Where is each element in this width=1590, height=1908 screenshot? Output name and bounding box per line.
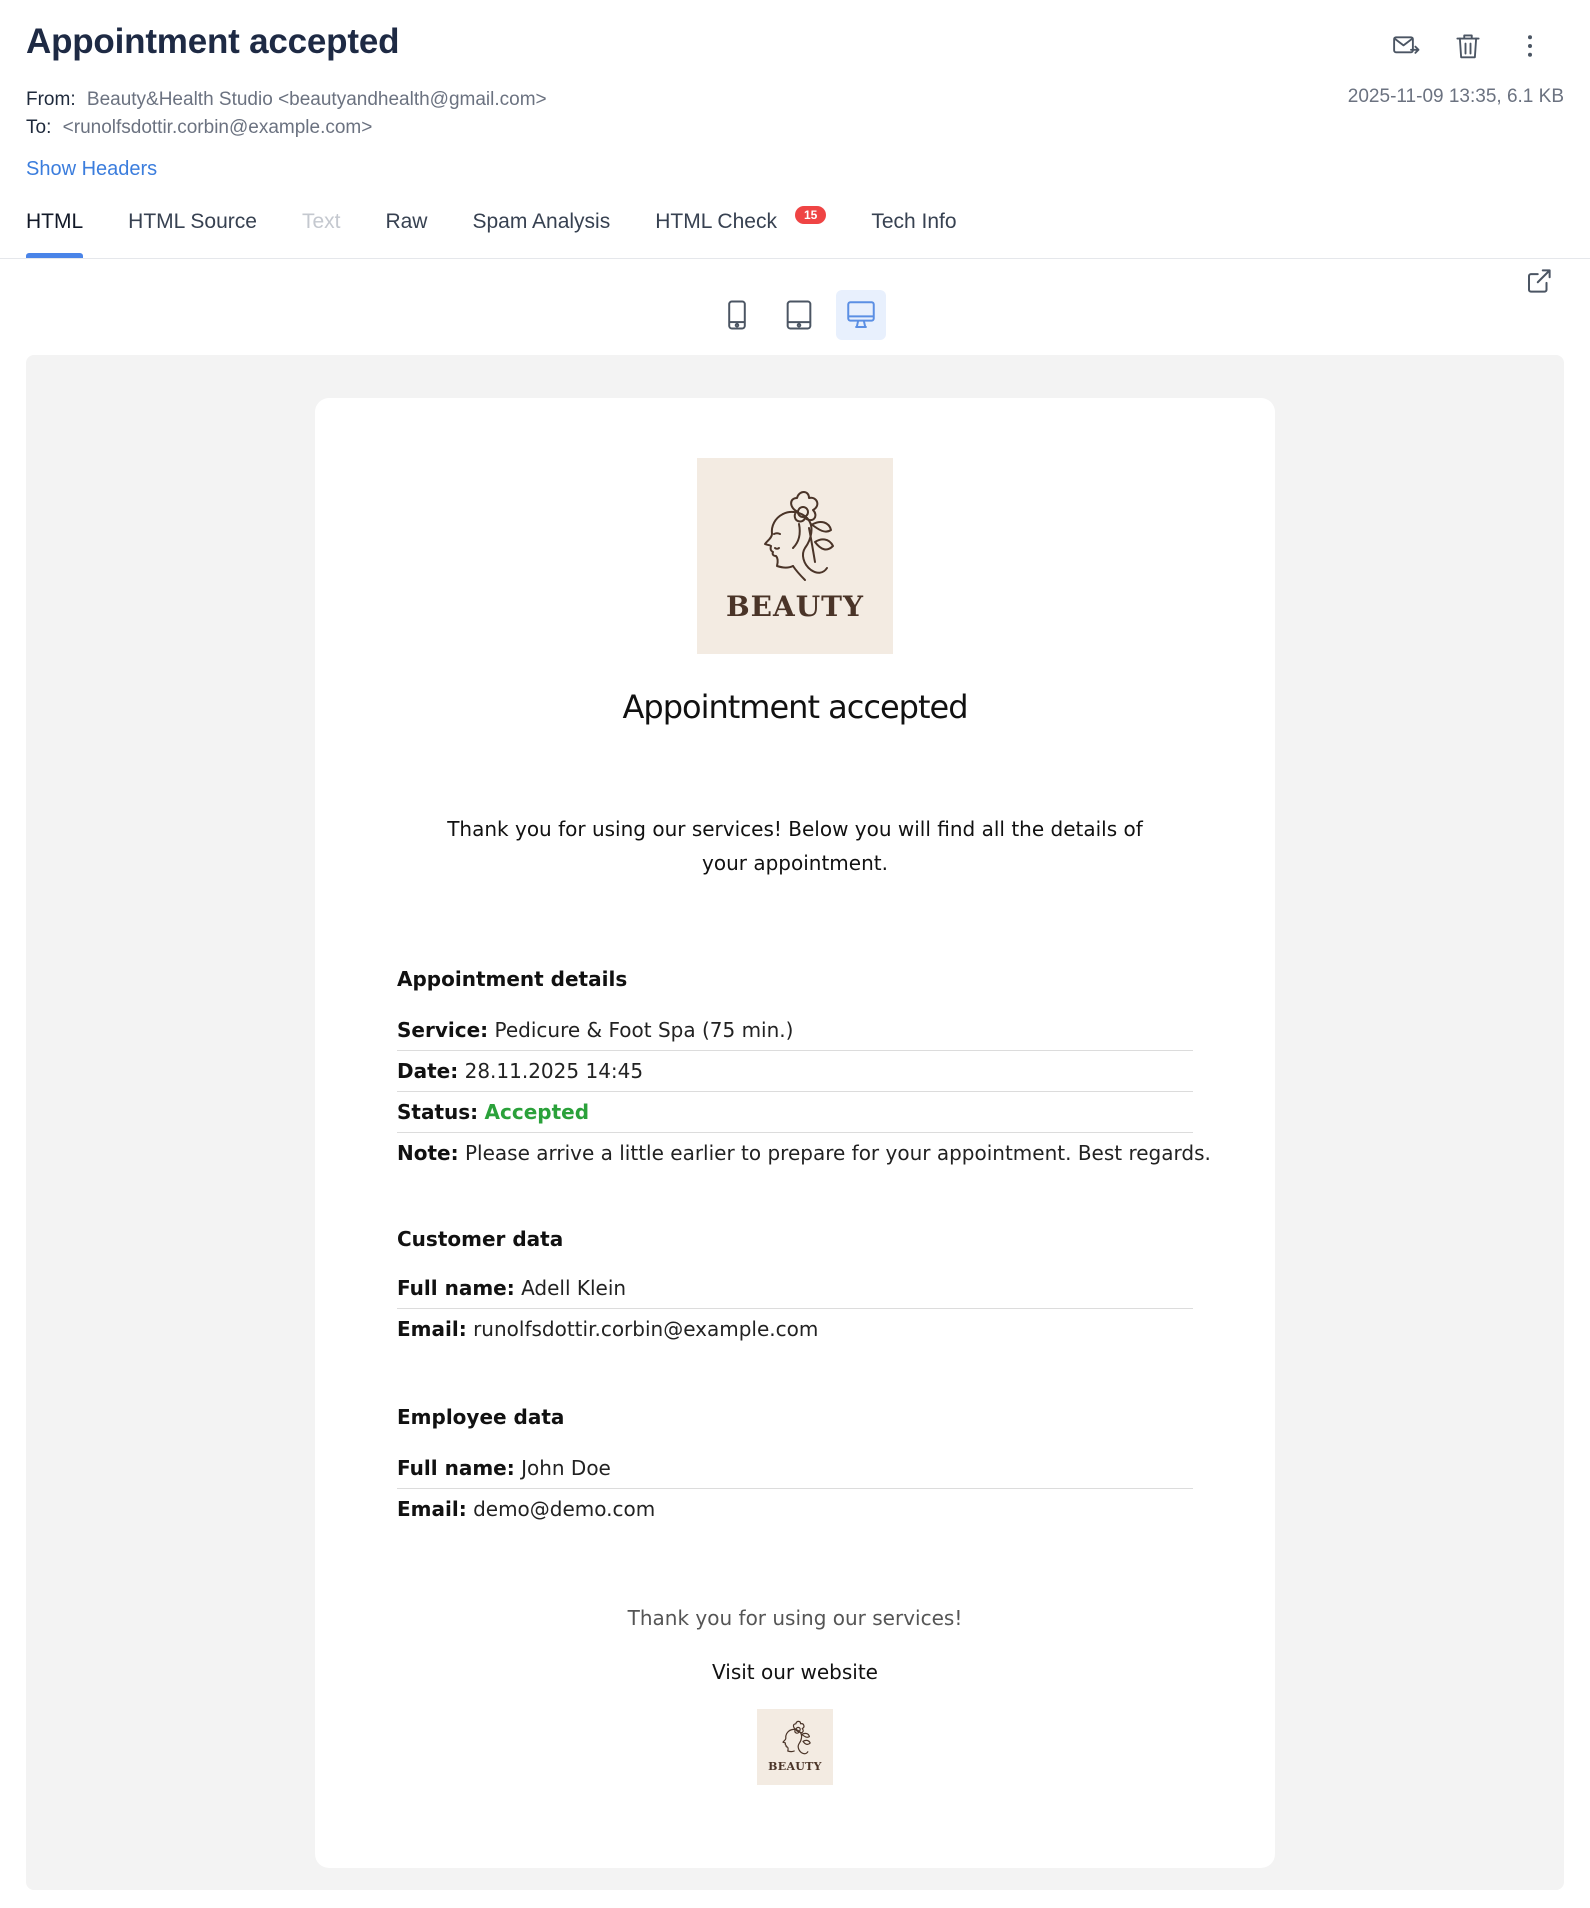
- employee-data-title: Employee data: [397, 1405, 565, 1429]
- customer-name-row: [397, 1268, 1193, 1309]
- tab-html-check[interactable]: [655, 206, 826, 258]
- message-meta: [26, 86, 547, 142]
- footer-brand-logo: [757, 1709, 833, 1785]
- woman-face-flower-icon: [745, 484, 845, 588]
- status-label: Status:: [397, 1100, 479, 1124]
- more-vertical-icon[interactable]: [1510, 26, 1550, 66]
- customer-name-value: Adell Klein: [521, 1276, 627, 1300]
- appointment-details-title: Appointment details: [397, 967, 628, 991]
- email-body-card: [315, 398, 1275, 1868]
- appointment-details-section: [397, 964, 1211, 1174]
- tab-html-check-label: HTML Check: [655, 210, 777, 233]
- email-intro: Thank you for using our services! Below you will find all the details of your appointment.: [447, 817, 1143, 875]
- email-subject: Appointment accepted: [26, 22, 400, 61]
- message-date-size: 2025-11-09 13:35, 6.1 KB: [1347, 86, 1564, 107]
- woman-face-flower-icon-small: [775, 1718, 815, 1760]
- mobile-icon[interactable]: [712, 290, 762, 340]
- footer-thanks: Thank you for using our services!: [627, 1606, 963, 1630]
- date-label: Date:: [397, 1059, 459, 1083]
- html-preview-pane: [26, 355, 1564, 1890]
- service-value: Pedicure & Foot Spa (75 min.): [494, 1018, 794, 1042]
- customer-email-value: runolfsdottir.corbin@example.com: [473, 1317, 819, 1341]
- status-value: Accepted: [484, 1100, 590, 1124]
- trash-icon[interactable]: [1448, 26, 1488, 66]
- external-link-icon[interactable]: [1524, 266, 1554, 296]
- employee-name-value: John Doe: [521, 1456, 611, 1480]
- desktop-icon[interactable]: [836, 290, 886, 340]
- device-preview-toggle: [712, 290, 886, 340]
- status-row: [397, 1092, 1193, 1133]
- show-headers-link[interactable]: Show Headers: [26, 158, 158, 180]
- customer-name-label: Full name:: [397, 1276, 515, 1300]
- employee-email-row: [397, 1489, 1193, 1530]
- tabs-divider: [0, 258, 1590, 259]
- note-label: Note:: [397, 1141, 459, 1165]
- to-value: <runolfsdottir.corbin@example.com>: [62, 117, 373, 138]
- footer-brand-logo-text: BEAUTY: [768, 1760, 822, 1773]
- view-tabs: [26, 206, 1002, 258]
- tab-raw[interactable]: Raw: [385, 210, 428, 233]
- note-row: [397, 1133, 1211, 1174]
- customer-email-label: Email:: [397, 1317, 467, 1341]
- tab-text: Text: [301, 210, 341, 233]
- customer-email-row: [397, 1309, 1193, 1350]
- to-label: To:: [26, 117, 52, 138]
- employee-name-row: [397, 1448, 1193, 1489]
- employee-data-section: [397, 1402, 1193, 1530]
- brand-logo-text: BEAUTY: [726, 590, 864, 623]
- tablet-icon[interactable]: [774, 290, 824, 340]
- customer-data-title: Customer data: [397, 1227, 564, 1251]
- tab-tech-info[interactable]: Tech Info: [871, 210, 957, 233]
- visit-website-link[interactable]: Visit our website: [712, 1660, 878, 1684]
- tab-html-source[interactable]: HTML Source: [128, 210, 257, 233]
- employee-email-label: Email:: [397, 1497, 467, 1521]
- employee-name-label: Full name:: [397, 1456, 515, 1480]
- brand-logo: [697, 458, 893, 654]
- service-row: [397, 1010, 1193, 1051]
- tab-html[interactable]: HTML: [26, 206, 83, 258]
- message-actions: [1386, 26, 1550, 66]
- to-line: [26, 114, 547, 142]
- html-check-badge: 15: [795, 206, 826, 224]
- email-heading: Appointment accepted: [622, 688, 968, 726]
- forward-mail-icon[interactable]: [1386, 26, 1426, 66]
- from-line: [26, 86, 547, 114]
- note-value: Please arrive a little earlier to prepare for your appointment. Best regards.: [464, 1141, 1211, 1165]
- employee-email-value: demo@demo.com: [473, 1497, 656, 1521]
- from-label: From:: [26, 89, 76, 110]
- customer-data-section: [397, 1224, 1193, 1350]
- from-value: Beauty&Health Studio <beautyandhealth@gmail.com>: [86, 89, 547, 110]
- date-row: [397, 1051, 1193, 1092]
- date-value: 28.11.2025 14:45: [464, 1059, 644, 1083]
- service-label: Service:: [397, 1018, 489, 1042]
- tab-spam-analysis[interactable]: Spam Analysis: [472, 210, 611, 233]
